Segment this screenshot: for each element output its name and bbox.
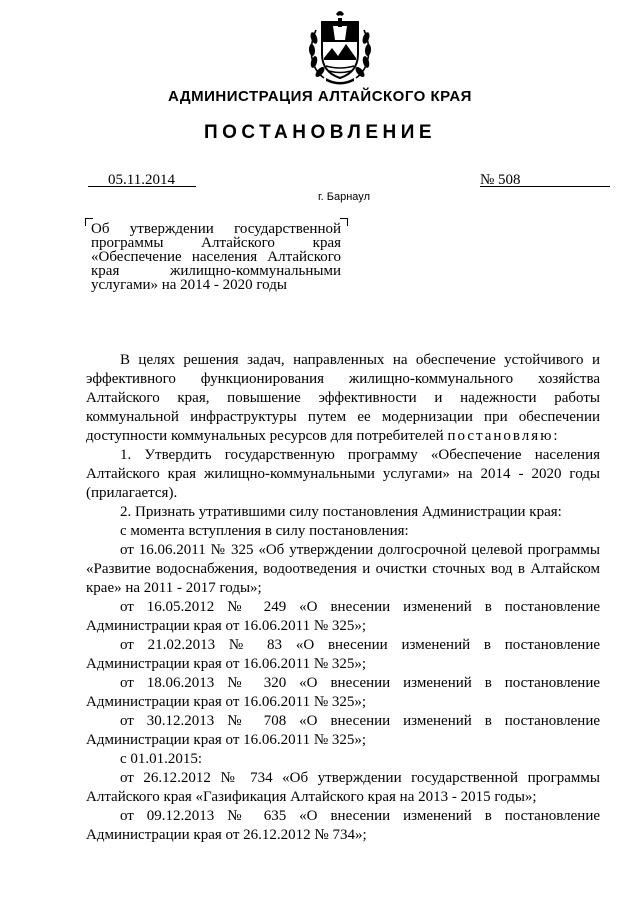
body-item: от 26.12.2012 № 734 «Об утверждении государственной программы Алтайского края «Газификация Алтайского края на 2013 - 2015 годы»; [86, 770, 600, 805]
altai-krai-coat-of-arms-icon [302, 8, 378, 86]
intro-paragraph [86, 351, 600, 446]
intro-emphasis: постановляю [447, 428, 554, 444]
subject-bracket-right [340, 218, 348, 226]
body-item: с 01.01.2015: [120, 751, 203, 767]
document-date: 05.11.2014 [108, 172, 175, 188]
document-subject: Об утверждении государственной программы Алтайского края «Обеспечение населения Алтайского края жилищно-коммунальными услугами» на 2014 - 2020 годы [91, 221, 341, 293]
body-item: от 16.06.2011 № 325 «Об утверждении долгосрочной целевой программы «Развитие водоснабжения, водоотведения и очистки сточных вод в Алтайском крае» на 2011 - 2017 годы»; [86, 542, 600, 596]
body-item: от 21.02.2013 № 83 «О внесении изменений в постановление Администрации края от 16.06.2011 № 325»; [86, 637, 600, 672]
document-body [86, 351, 600, 845]
body-item: от 30.12.2013 № 708 «О внесении изменений в постановление Администрации края от 16.06.2011 № 325»; [86, 713, 600, 748]
body-item: с момента вступления в силу постановления: [120, 523, 409, 539]
body-item: от 09.12.2013 № 635 «О внесении изменений в постановление Администрации края от 26.12.2012 № 734»; [86, 808, 600, 843]
number-underline [480, 186, 610, 187]
body-item: от 16.05.2012 № 249 «О внесении изменений в постановление Администрации края от 16.06.2011 № 325»; [86, 599, 600, 634]
organization-title: АДМИНИСТРАЦИЯ АЛТАЙСКОГО КРАЯ [168, 88, 472, 105]
date-underline [88, 186, 196, 187]
intro-text: В целях решения задач, направленных на обеспечение устойчивого и эффективного функционирования жилищно-коммунального хозяйства Алтайского края, повышение эффективности и надежности работы коммунальной инфраструктуры путем ее модернизации при обеспечении доступности коммунальных ресурсов для потребителей [86, 352, 600, 444]
intro-end: : [553, 428, 558, 444]
body-item: от 18.06.2013 № 320 «О внесении изменений в постановление Администрации края от 16.06.2011 № 325»; [86, 675, 600, 710]
document-number: № 508 [480, 172, 521, 188]
document-type-heading: ПОСТАНОВЛЕНИЕ [203, 122, 437, 143]
body-item: 1. Утвердить государственную программу «Обеспечение населения Алтайского края жилищно-коммунальными услугами» на 2014 - 2020 годы (прилагается). [86, 447, 600, 501]
city-label: г. Барнаул [318, 191, 370, 203]
body-item: 2. Признать утратившими силу постановления Администрации края: [120, 504, 562, 520]
